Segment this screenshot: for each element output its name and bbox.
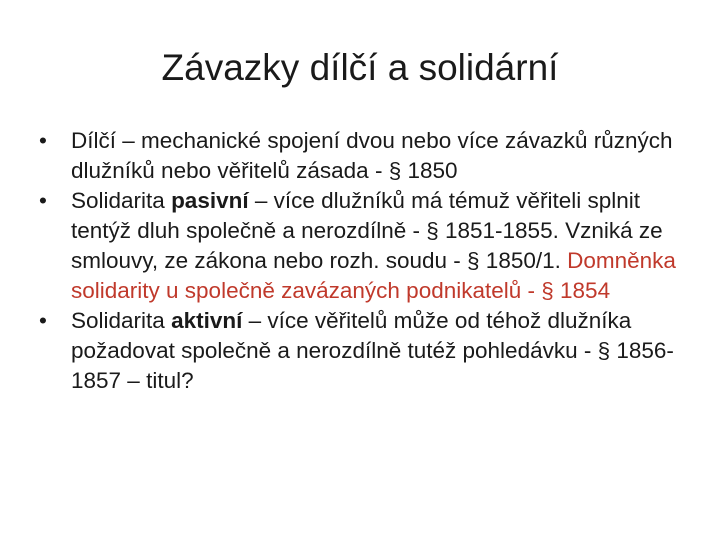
bullet-text-start: Solidarita (71, 188, 172, 213)
bullet-accent-text: Domněnka solidarity u společně zavázaných podnikatelů - § 1854 (71, 248, 676, 303)
bullet-item-solidarita-aktivni (36, 306, 686, 396)
slide-title: Závazky dílčí a solidární (161, 47, 559, 88)
bullet-text-body: – více věřitelů může od téhož dlužníka požadovat společně a nerozdílně tutéž pohledávku - § 1856-1857 – titul? (71, 308, 674, 393)
bullet-marker: • (39, 128, 47, 153)
bullet-item-solidarita-pasivni (36, 186, 686, 306)
bullet-list (36, 126, 686, 396)
bullet-text-start: Solidarita (71, 308, 172, 333)
bullet-text: Dílčí – mechanické spojení dvou nebo více závazků různých dlužníků nebo věřitelů zásada - § 1850 (71, 128, 673, 183)
bullet-marker: • (39, 308, 47, 333)
bullet-marker: • (39, 188, 47, 213)
bullet-bold-term: pasivní (171, 188, 249, 213)
bullet-item-dilci (36, 126, 686, 186)
bullet-bold-term: aktivní (171, 308, 243, 333)
bullet-text-body: – více dlužníků má témuž věřiteli splnit tentýž dluh společně a nerozdílně - § 1851-1855. Vzniká ze smlouvy, ze zákona nebo rozh. soudu - § 1850/1. (71, 188, 663, 273)
